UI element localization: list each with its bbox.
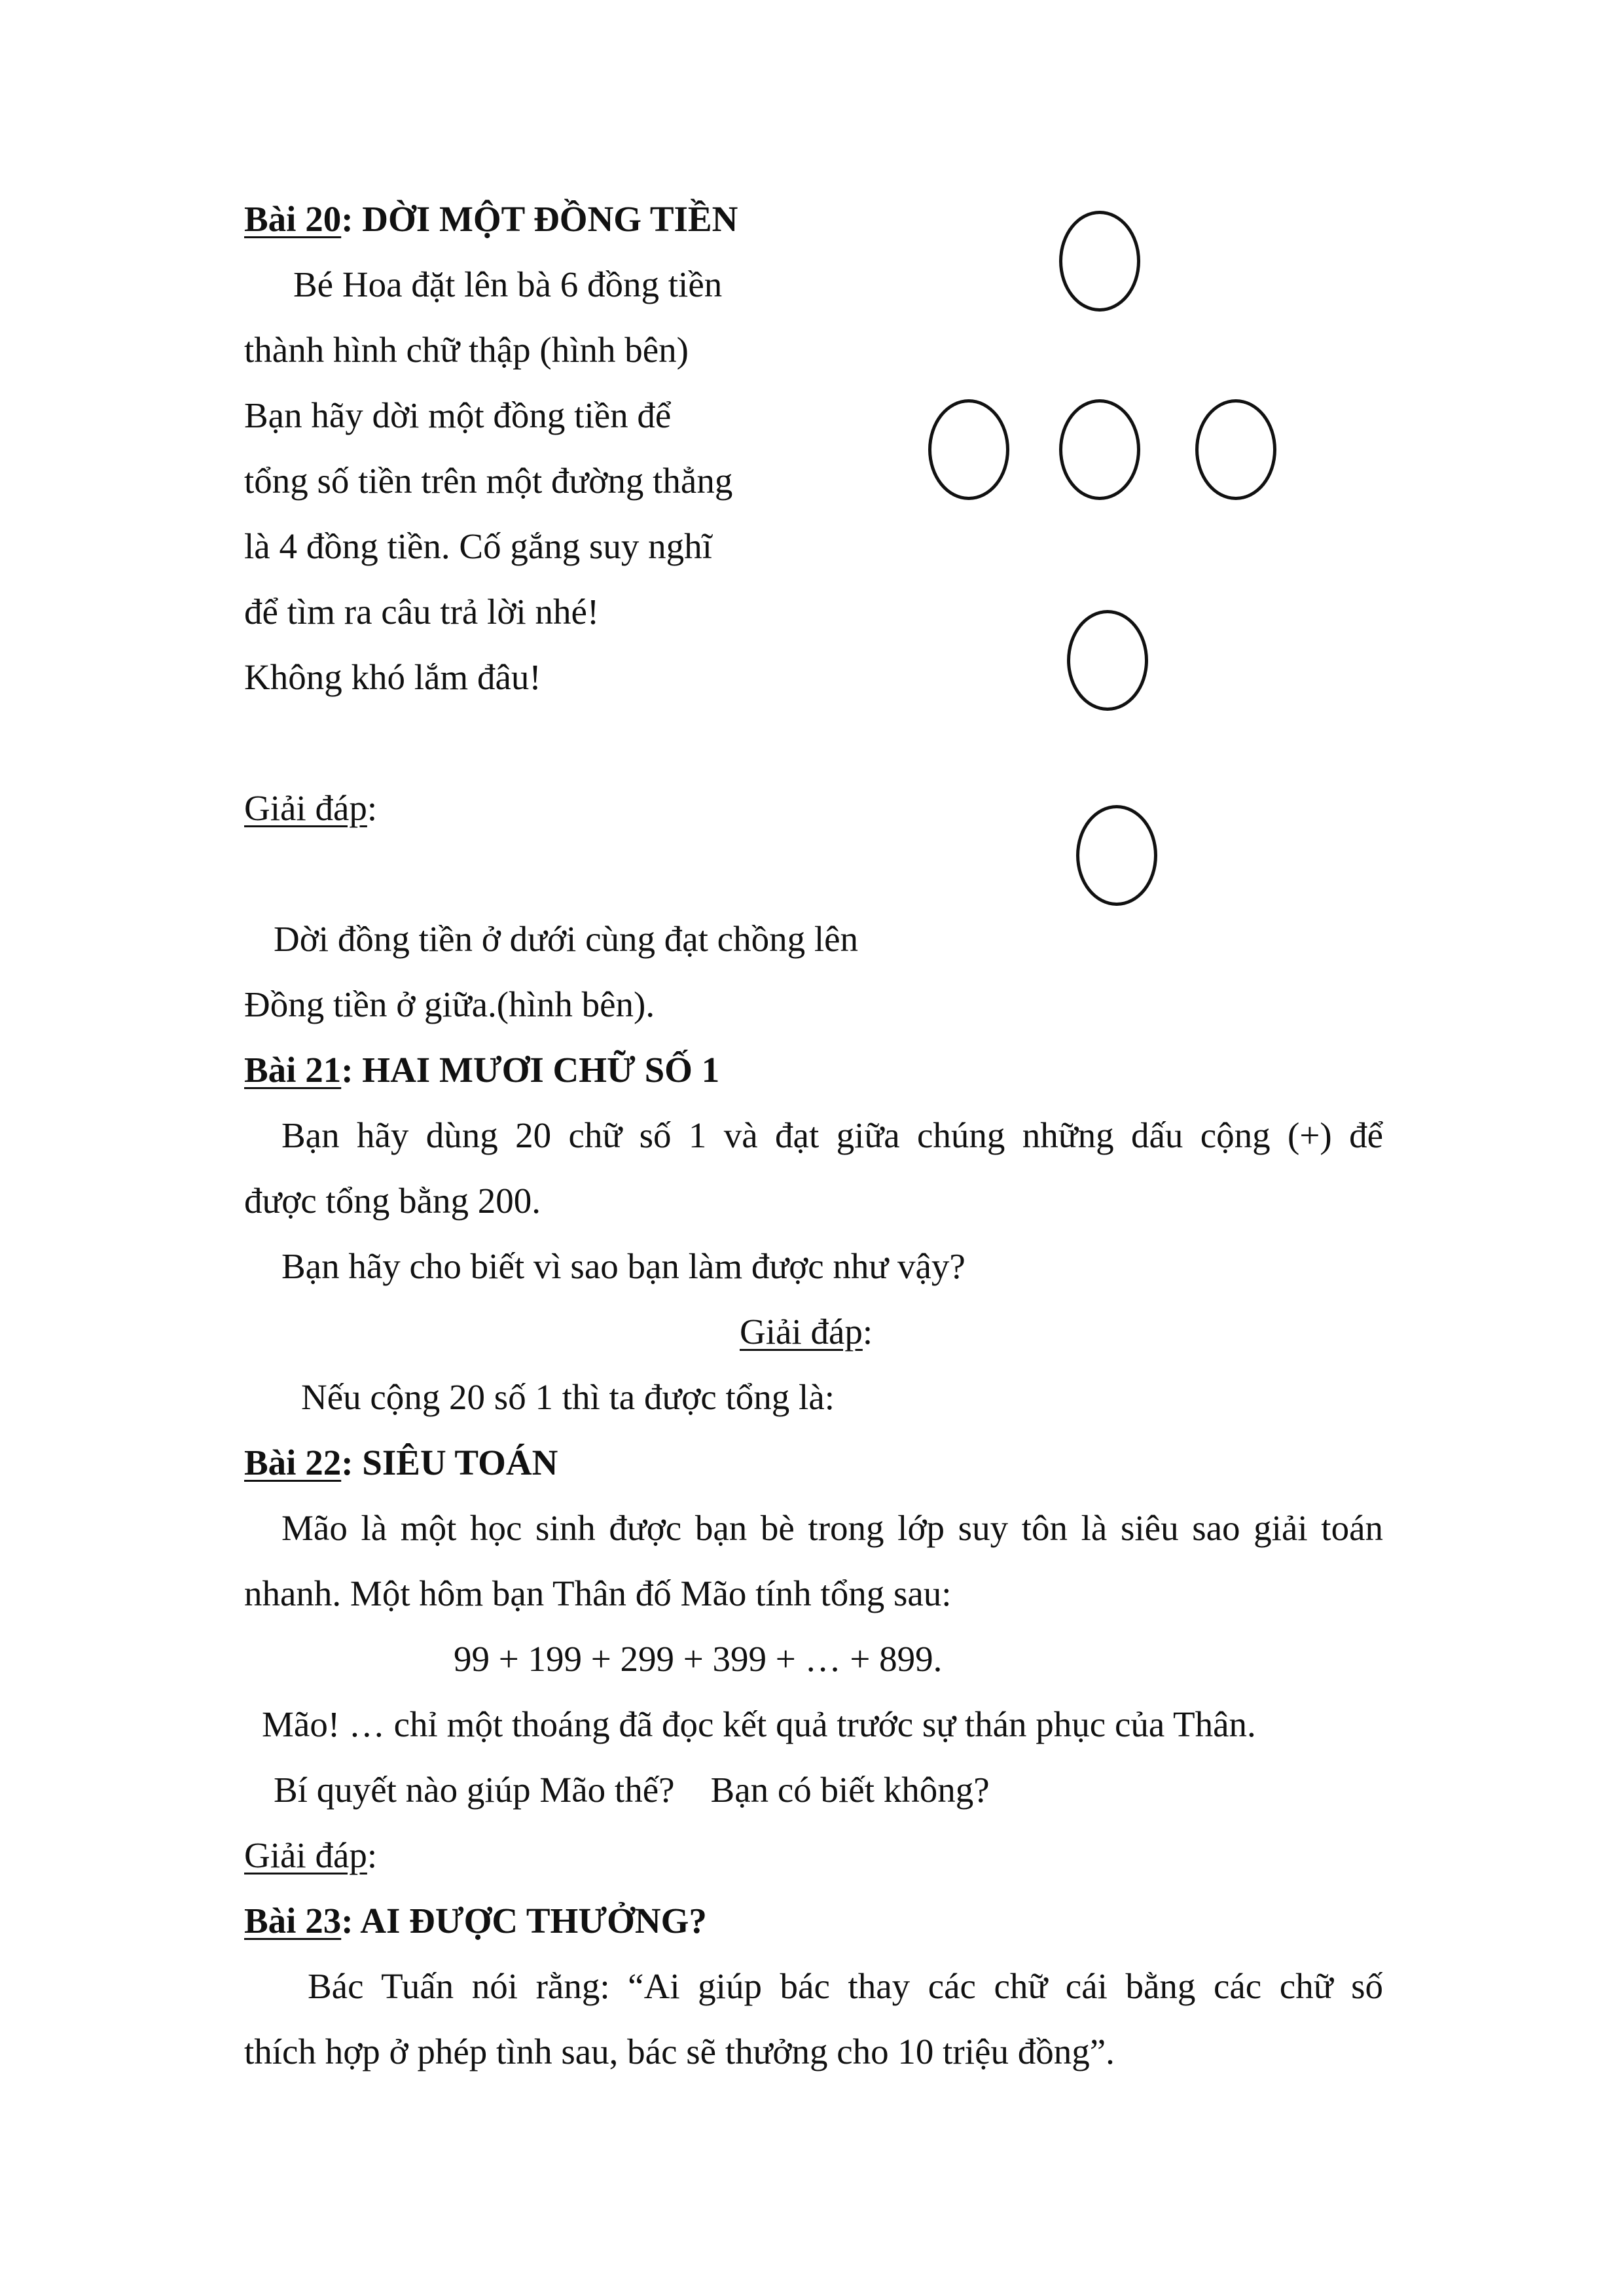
bai22-line-2: nhanh. Một hôm bạn Thân đố Mão tính tổng sau:: [244, 1573, 952, 1613]
coin-right: [1195, 399, 1276, 500]
bai21-answer-line-1: Nếu cộng 20 số 1 thì ta được tổng là:: [301, 1377, 835, 1417]
bai22-label: Bài 22: [244, 1443, 342, 1482]
bai20-label: Bài 20: [244, 199, 342, 239]
bai20-answer-line-2: Đồng tiền ở giữa.(hình bên).: [244, 984, 655, 1024]
bai23-label: Bài 23: [244, 1901, 342, 1941]
coin-lower: [1067, 610, 1148, 711]
bai20-answer-heading: [244, 785, 377, 831]
bai20-answer-label: Giải đáp: [244, 788, 367, 828]
bai23-line-2: thích hợp ở phép tình sau, bác sẽ thưởng cho 10 triệu đồng”.: [244, 2032, 1115, 2072]
coin-center: [1059, 399, 1140, 500]
bai21-heading: [244, 1047, 719, 1093]
bai22-title: : SIÊU TOÁN: [341, 1443, 558, 1482]
coin-bottom: [1076, 805, 1157, 906]
bai22-answer-label: Giải đáp: [244, 1835, 367, 1875]
bai20-line-7: Không khó lắm đâu!: [244, 657, 541, 697]
bai21-title: : HAI MƯƠI CHỮ SỐ 1: [341, 1050, 720, 1090]
bai20-title: : DỜI MỘT ĐỒNG TIỀN: [341, 199, 738, 239]
bai22-line-5: Bí quyết nào giúp Mão thế? Bạn có biết không?: [274, 1770, 990, 1810]
coin-left: [928, 399, 1009, 500]
bai20-line-6: để tìm ra câu trả lời nhé!: [244, 592, 600, 632]
bai21-answer-label: Giải đáp: [740, 1312, 863, 1352]
bai23-heading: [244, 1898, 707, 1944]
bai20-line-1: Bé Hoa đặt lên bà 6 đồng tiền: [293, 264, 723, 304]
bai22-answer-heading: [244, 1833, 377, 1878]
bai21-answer-heading: [740, 1309, 873, 1355]
bai20-line-4: tổng số tiền trên một đường thẳng: [244, 461, 733, 501]
bai21-line-2: được tổng bằng 200.: [244, 1181, 541, 1221]
bai21-answer-colon: :: [862, 1312, 873, 1352]
bai20-line-3: Bạn hãy dời một đồng tiền để: [244, 395, 672, 435]
bai21-label: Bài 21: [244, 1050, 342, 1090]
bai23-title: : AI ĐƯỢC THƯỞNG?: [341, 1901, 707, 1941]
bai20-heading: [244, 196, 738, 242]
bai20-answer-colon: :: [367, 788, 378, 828]
bai21-line-1: Bạn hãy dùng 20 chữ số 1 và đạt giữa chúng những dấu cộng (+) để: [281, 1115, 1383, 1155]
bai20-line-5: là 4 đồng tiền. Cố gắng suy nghĩ: [244, 526, 712, 566]
bai22-line-4: Mão! … chỉ một thoáng đã đọc kết quả trước sự thán phục của Thân.: [262, 1704, 1256, 1744]
bai22-answer-colon: :: [367, 1835, 378, 1875]
bai20-answer-line-1: Dời đồng tiền ở dưới cùng đạt chồng lên: [274, 919, 859, 959]
bai21-line-3: Bạn hãy cho biết vì sao bạn làm được như vậy?: [281, 1246, 965, 1286]
bai22-sum-expression: 99 + 199 + 299 + 399 + … + 899.: [454, 1639, 943, 1679]
bai22-heading: [244, 1440, 558, 1486]
bai22-line-1: Mão là một học sinh được bạn bè trong lớp suy tôn là siêu sao giải toán: [281, 1508, 1383, 1548]
coin-top: [1059, 211, 1140, 312]
bai20-line-2: thành hình chữ thập (hình bên): [244, 330, 689, 370]
bai23-line-1: Bác Tuấn nói rằng: “Ai giúp bác thay các chữ cái bằng các chữ số: [308, 1966, 1383, 2006]
